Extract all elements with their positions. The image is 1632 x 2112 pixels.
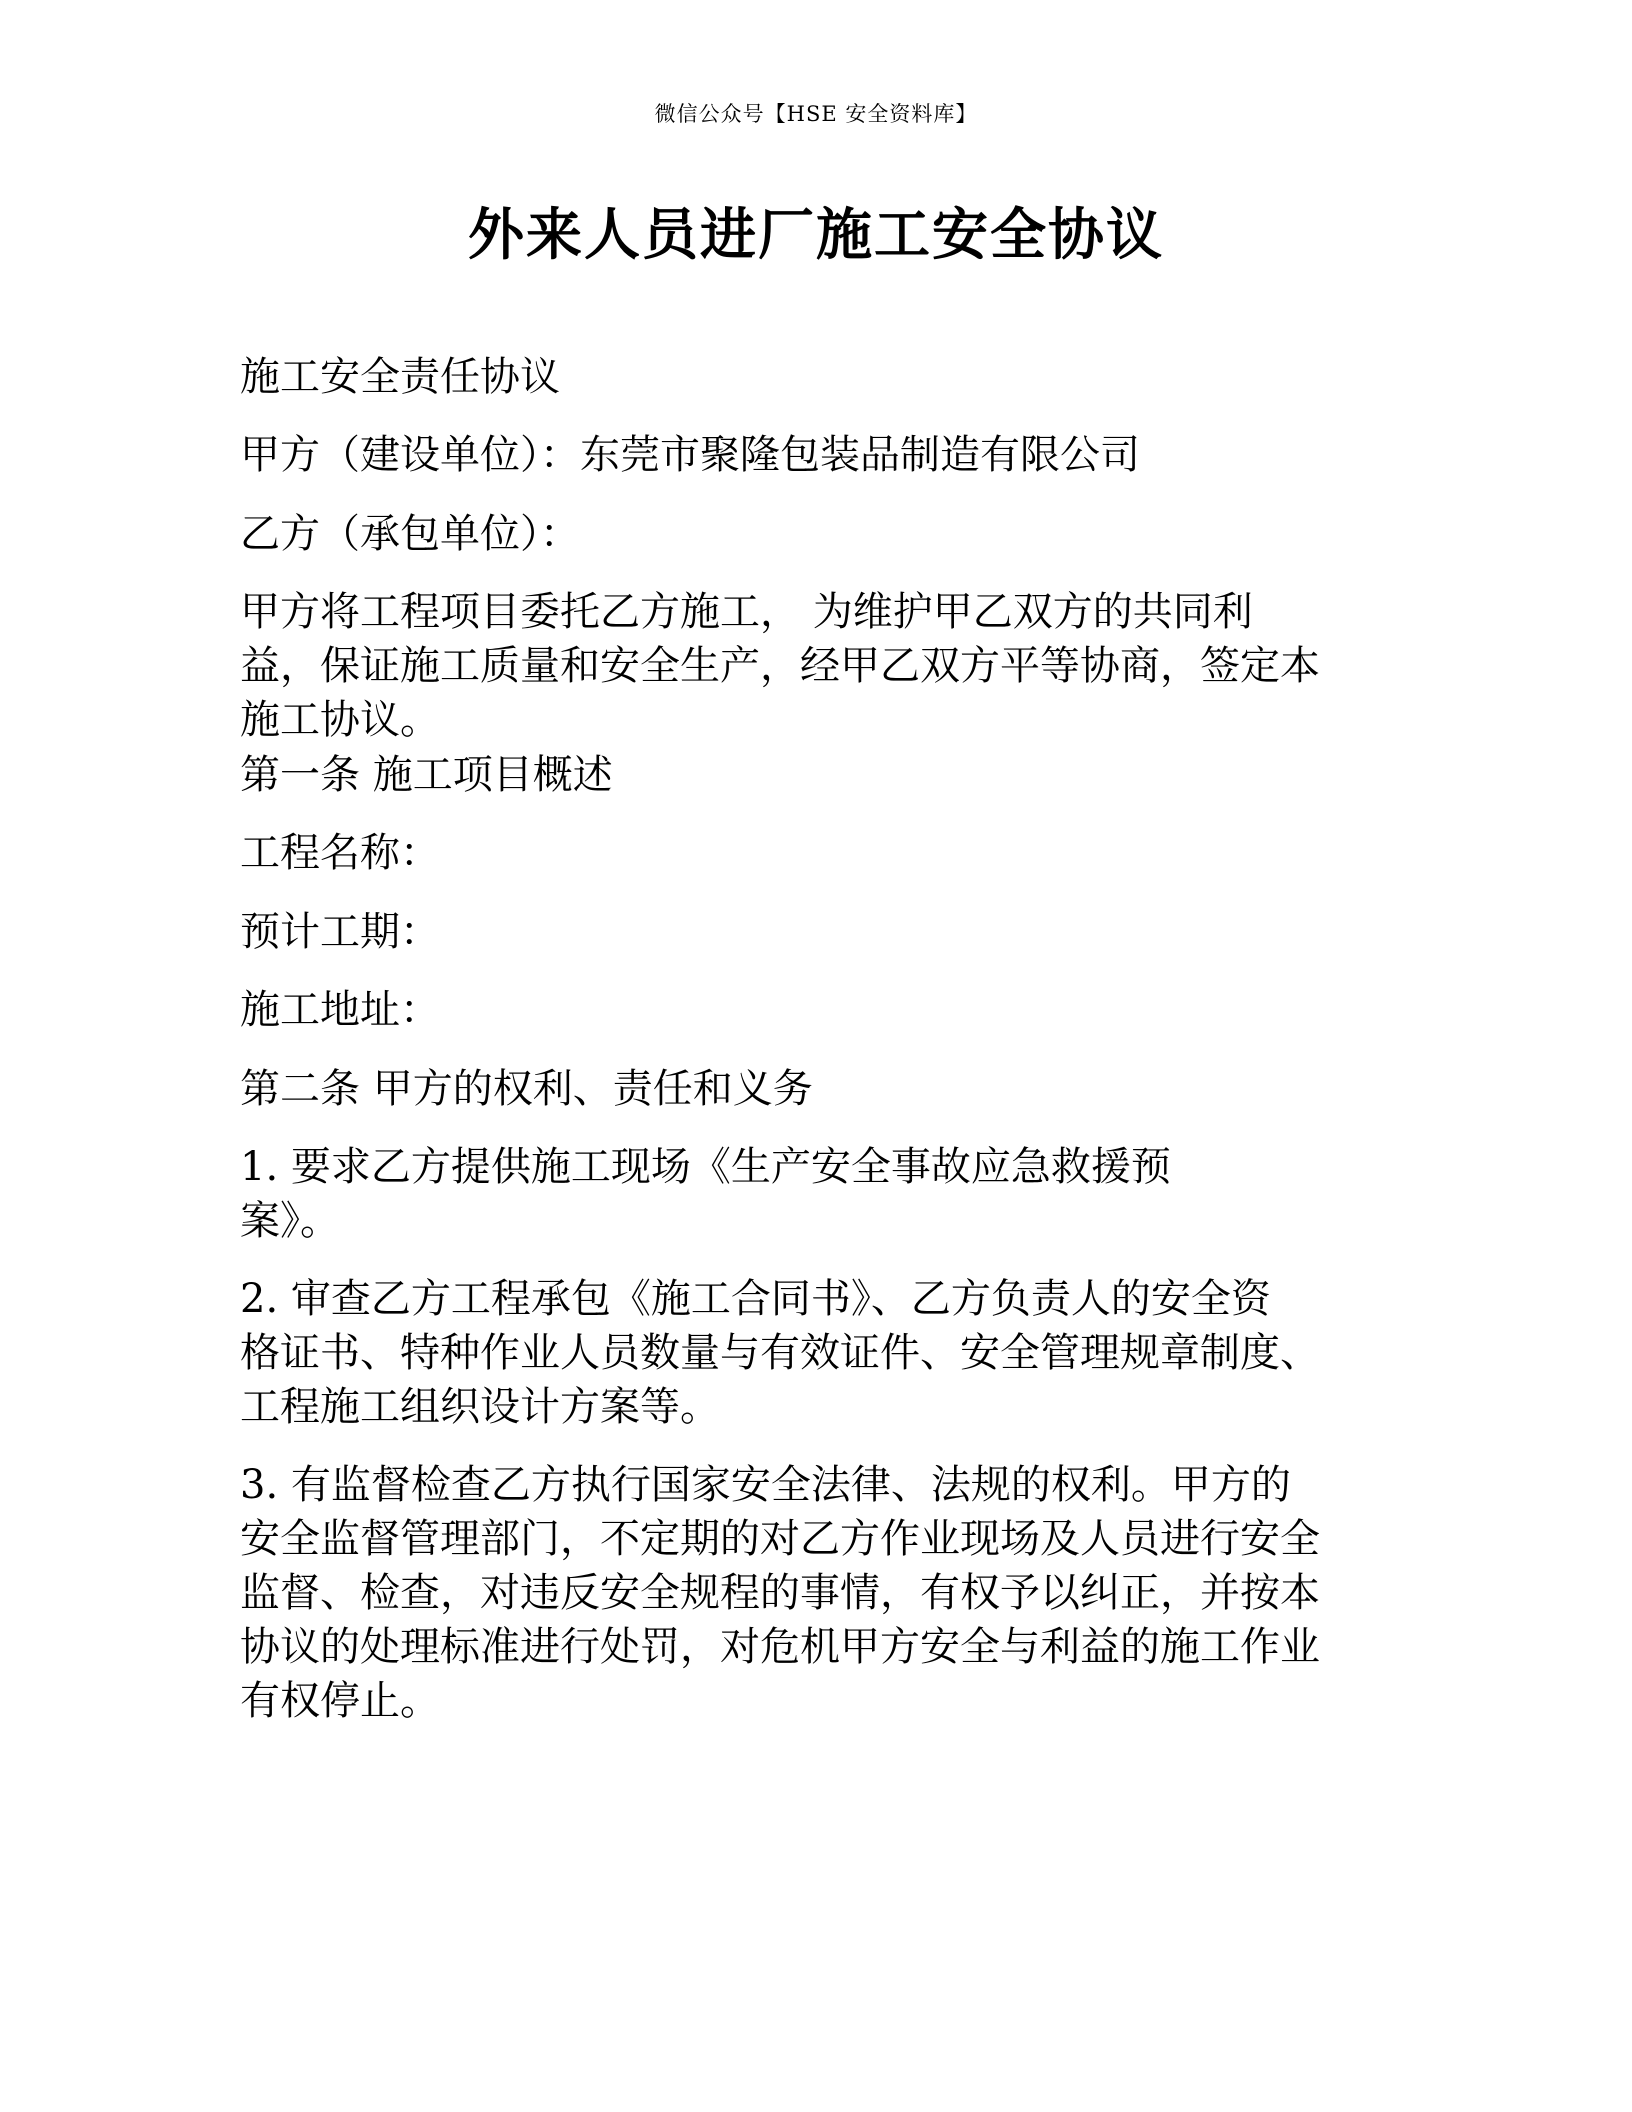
- item-line: 案》。: [240, 1198, 340, 1244]
- article-2-heading: 第二条 甲方的权利、责任和义务: [240, 1066, 813, 1112]
- article-2-item-2: [240, 1272, 1400, 1434]
- header-note: 微信公众号【HSE 安全资料库】: [654, 102, 978, 126]
- item-line: 格证书、特种作业人员数量与有效证件、安全管理规章制度、: [240, 1330, 1320, 1376]
- intro-paragraph: [240, 585, 1400, 747]
- project-address-field: 施工地址：: [240, 987, 440, 1033]
- intro-line: 益，保证施工质量和安全生产，经甲乙双方平等协商，签定本: [240, 643, 1320, 689]
- project-name-field: 工程名称：: [240, 830, 440, 876]
- item-line: 工程施工组织设计方案等。: [240, 1384, 720, 1430]
- item-line: 监督、检查，对违反安全规程的事情，有权予以纠正，并按本: [240, 1570, 1320, 1616]
- party-b-line: 乙方（承包单位）：: [240, 511, 580, 557]
- item-line: 安全监督管理部门，不定期的对乙方作业现场及人员进行安全: [240, 1516, 1320, 1562]
- item-line: 1. 要求乙方提供施工现场《生产安全事故应急救援预: [240, 1144, 1171, 1190]
- item-line: 协议的处理标准进行处罚，对危机甲方安全与利益的施工作业: [240, 1624, 1320, 1670]
- article-2-item-3: [240, 1458, 1400, 1728]
- intro-line: 甲方将工程项目委托乙方施工， 为维护甲乙双方的共同利: [240, 589, 1253, 635]
- document-title: 外来人员进厂施工安全协议: [468, 202, 1164, 268]
- article-2-item-1: [240, 1140, 1400, 1248]
- item-line: 2. 审查乙方工程承包《施工合同书》、乙方负责人的安全资: [240, 1276, 1271, 1322]
- agreement-subtitle: 施工安全责任协议: [240, 354, 560, 400]
- item-line: 3. 有监督检查乙方执行国家安全法律、法规的权利。甲方的: [240, 1462, 1291, 1508]
- party-a-line: 甲方（建设单位）：东莞市聚隆包装品制造有限公司: [240, 432, 1140, 478]
- project-duration-field: 预计工期：: [240, 909, 440, 955]
- article-1-heading: 第一条 施工项目概述: [240, 752, 613, 798]
- intro-line: 施工协议。: [240, 697, 440, 743]
- item-line: 有权停止。: [240, 1678, 440, 1724]
